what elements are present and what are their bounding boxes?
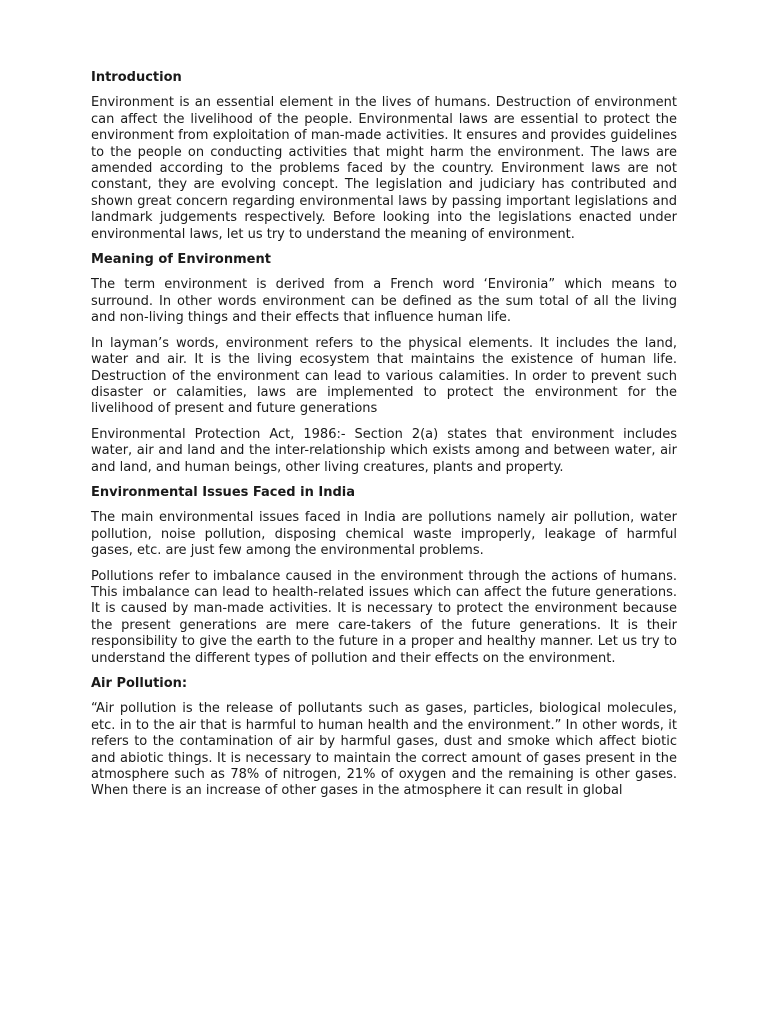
heading-air-pollution: Air Pollution: [91, 676, 188, 691]
heading-introduction: Introduction [91, 70, 182, 85]
heading-meaning-of-environment: Meaning of Environment [91, 252, 271, 268]
paragraph-term-environment: The term environment is derived from a French word ‘Environia” which means to surround. In other words environment can be defined as the sum total of all the living and non-living things and their effects that influence human life. [91, 277, 677, 326]
document-page [91, 70, 677, 809]
paragraph-pollutions: Pollutions refer to imbalance caused in the environment through the actions of humans. This imbalance can lead to health-related issues which can affect the future generations. It is caused by man-made activities. It is necessary to protect the environment because the present generations are mere care-takers of the future generations. It is their responsibility to give the earth to the future in a proper and healthy manner. Let us try to understand the different types of pollution and their effects on the environment. [91, 568, 677, 666]
paragraph-laymans-words: In layman’s words, environment refers to the physical elements. It includes the land, water and air. It is the living ecosystem that maintains the existence of human life. Destruction of the environment can lead to various calamities. In order to prevent such disaster or calamities, laws are implemented to protect the environment for the livelihood of present and future generations [91, 335, 677, 417]
paragraph-protection-act: Environmental Protection Act, 1986:- Section 2(a) states that environment includes water, air and land and the inter-relationship which exists among and between water, air and land, and human beings, other living creatures, plants and property. [91, 426, 677, 475]
paragraph-main-issues: The main environmental issues faced in India are pollutions namely air pollution, water pollution, noise pollution, disposing chemical waste improperly, leakage of harmful gases, etc. are just few among the environmental problems. [91, 510, 677, 559]
paragraph-air-pollution: “Air pollution is the release of pollutants such as gases, particles, biological molecules, etc. in to the air that is harmful to human health and the environment.” In other words, it refers to the contamination of air by harmful gases, dust and smoke which affect biotic and abiotic things. It is necessary to maintain the correct amount of gases present in the atmosphere such as 78% of nitrogen, 21% of oxygen and the remaining is other gases. When there is an increase of other gases in the atmosphere it can result in global [91, 701, 677, 799]
paragraph-introduction: Environment is an essential element in the lives of humans. Destruction of environment can affect the livelihood of the people. Environmental laws are essential to protect the environment from exploitation of man-made activities. It ensures and provides guidelines to the people on conducting activities that might harm the environment. The laws are amended according to the problems faced by the country. Environment laws are not constant, they are evolving concept. The legislation and judiciary has contributed and shown great concern regarding environmental laws by passing important legislations and landmark judgements respectively. Before looking into the legislations enacted under environmental laws, let us try to understand the meaning of environment. [91, 95, 677, 242]
heading-environmental-issues: Environmental Issues Faced in India [91, 484, 356, 500]
